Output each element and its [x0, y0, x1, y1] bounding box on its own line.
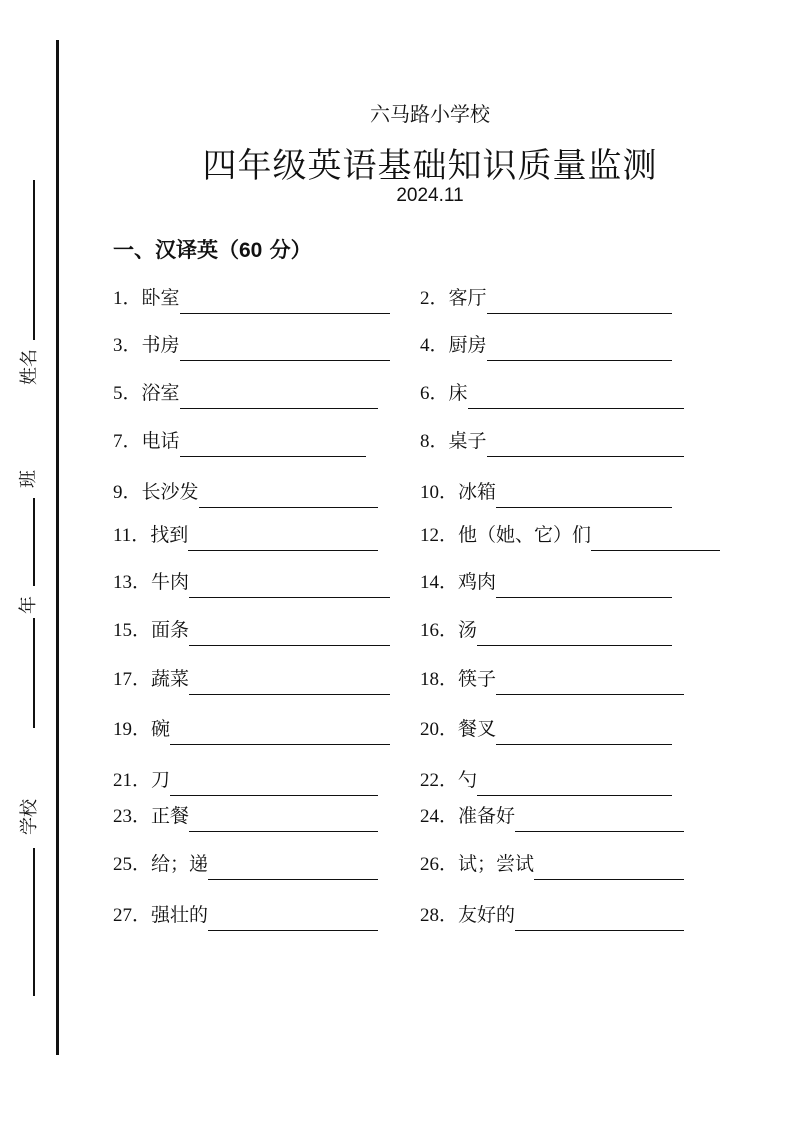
question-text: 书房 — [141, 334, 180, 356]
question-text: 刀 — [151, 769, 171, 791]
question-text: 电话 — [141, 430, 180, 452]
page-title: 四年级英语基础知识质量监测 — [202, 146, 658, 186]
question-number: 28． — [420, 905, 459, 926]
question-number: 23． — [113, 806, 152, 827]
question-item — [113, 713, 390, 741]
answer-blank[interactable] — [487, 359, 672, 361]
question-item — [420, 377, 684, 405]
answer-blank[interactable] — [189, 830, 378, 832]
class-underline — [33, 498, 35, 586]
question-item — [420, 848, 684, 876]
section-points: 60 — [239, 239, 263, 262]
question-item — [420, 614, 672, 642]
question-item — [113, 282, 390, 310]
question-item — [420, 566, 672, 594]
question-text: 餐叉 — [458, 718, 497, 740]
question-item — [420, 476, 672, 504]
question-item — [420, 764, 672, 792]
question-number: 20． — [420, 719, 459, 740]
question-text: 勺 — [458, 769, 478, 791]
answer-blank[interactable] — [180, 359, 390, 361]
answer-blank[interactable] — [208, 929, 378, 931]
answer-blank[interactable] — [591, 549, 720, 551]
answer-blank[interactable] — [496, 596, 672, 598]
question-text: 汤 — [458, 619, 478, 641]
question-text: 准备好 — [458, 805, 516, 827]
question-number: 16． — [420, 620, 459, 641]
school-label: 学校 — [19, 799, 40, 835]
school-name: 六马路小学校 — [370, 102, 490, 126]
question-text: 筷子 — [458, 668, 497, 690]
question-text: 正餐 — [151, 805, 190, 827]
answer-blank[interactable] — [180, 407, 378, 409]
question-number: 15． — [113, 620, 152, 641]
question-text: 长沙发 — [141, 481, 199, 503]
question-item — [420, 663, 684, 691]
question-number: 26． — [420, 854, 459, 875]
question-number: 10． — [420, 482, 459, 503]
question-text: 厨房 — [448, 334, 487, 356]
question-text: 面条 — [151, 619, 190, 641]
question-item — [420, 425, 684, 453]
question-item — [420, 329, 672, 357]
question-number: 21． — [113, 770, 152, 791]
question-number: 8． — [420, 431, 449, 452]
answer-blank[interactable] — [170, 743, 390, 745]
question-item — [113, 899, 378, 927]
answer-blank[interactable] — [199, 506, 378, 508]
question-item — [113, 764, 378, 792]
question-text: 客厅 — [448, 287, 487, 309]
answer-blank[interactable] — [189, 644, 390, 646]
question-number: 7． — [113, 431, 142, 452]
question-number: 12． — [420, 525, 459, 546]
answer-blank[interactable] — [515, 830, 684, 832]
question-item — [113, 329, 390, 357]
question-item — [420, 713, 672, 741]
question-number: 13． — [113, 572, 152, 593]
question-text: 找到 — [150, 524, 189, 546]
answer-blank[interactable] — [496, 506, 672, 508]
question-text: 鸡肉 — [458, 571, 497, 593]
answer-blank[interactable] — [208, 878, 378, 880]
question-number: 6． — [420, 383, 449, 404]
question-text: 蔬菜 — [151, 668, 190, 690]
school-underline — [33, 848, 35, 996]
question-item — [113, 614, 390, 642]
question-text: 卧室 — [141, 287, 180, 309]
answer-blank[interactable] — [477, 644, 672, 646]
question-number: 5． — [113, 383, 142, 404]
answer-blank[interactable] — [189, 596, 390, 598]
question-text: 试；尝试 — [458, 853, 535, 875]
question-text: 碗 — [151, 718, 171, 740]
grade-underline — [33, 618, 35, 728]
answer-blank[interactable] — [487, 312, 672, 314]
question-number: 17． — [113, 669, 152, 690]
answer-blank[interactable] — [534, 878, 684, 880]
question-number: 2． — [420, 288, 449, 309]
question-text: 强壮的 — [151, 904, 209, 926]
answer-blank[interactable] — [487, 455, 684, 457]
question-number: 22． — [420, 770, 459, 791]
question-number: 11． — [113, 525, 151, 546]
question-item — [420, 282, 672, 310]
question-text: 他（她、它）们 — [458, 524, 592, 546]
question-item — [113, 663, 390, 691]
question-number: 14． — [420, 572, 459, 593]
question-item — [113, 377, 378, 405]
question-item — [113, 476, 378, 504]
question-number: 9． — [113, 482, 142, 503]
question-text: 桌子 — [448, 430, 487, 452]
question-text: 牛肉 — [151, 571, 190, 593]
question-number: 24． — [420, 806, 459, 827]
question-number: 4． — [420, 335, 449, 356]
class-label: 班 — [18, 470, 39, 488]
answer-blank[interactable] — [180, 312, 390, 314]
question-number: 27． — [113, 905, 152, 926]
question-number: 25． — [113, 854, 152, 875]
question-item — [113, 848, 378, 876]
answer-blank[interactable] — [515, 929, 684, 931]
question-item — [113, 425, 366, 453]
question-item — [113, 519, 378, 547]
answer-blank[interactable] — [180, 455, 366, 457]
answer-blank[interactable] — [170, 794, 378, 796]
answer-blank[interactable] — [188, 549, 378, 551]
answer-blank[interactable] — [189, 693, 390, 695]
section-heading — [113, 234, 312, 264]
question-text: 浴室 — [141, 382, 180, 404]
question-item — [420, 899, 684, 927]
question-number: 3． — [113, 335, 142, 356]
answer-blank[interactable] — [496, 693, 684, 695]
grade-label: 年 — [18, 596, 39, 614]
question-text: 给；递 — [151, 853, 209, 875]
question-text: 床 — [448, 382, 468, 404]
answer-blank[interactable] — [477, 794, 672, 796]
question-number: 19． — [113, 719, 152, 740]
question-number: 18． — [420, 669, 459, 690]
section-title: 一、汉译英（ — [113, 237, 239, 262]
answer-blank[interactable] — [468, 407, 684, 409]
question-item — [420, 519, 720, 547]
question-item — [113, 566, 390, 594]
question-number: 1． — [113, 288, 142, 309]
question-text: 友好的 — [458, 904, 516, 926]
name-label: 姓名 — [19, 349, 40, 385]
answer-blank[interactable] — [496, 743, 672, 745]
exam-date: 2024.11 — [396, 185, 464, 206]
question-item — [420, 800, 684, 828]
question-text: 冰箱 — [458, 481, 497, 503]
question-item — [113, 800, 378, 828]
section-points-suffix: 分） — [262, 237, 312, 262]
